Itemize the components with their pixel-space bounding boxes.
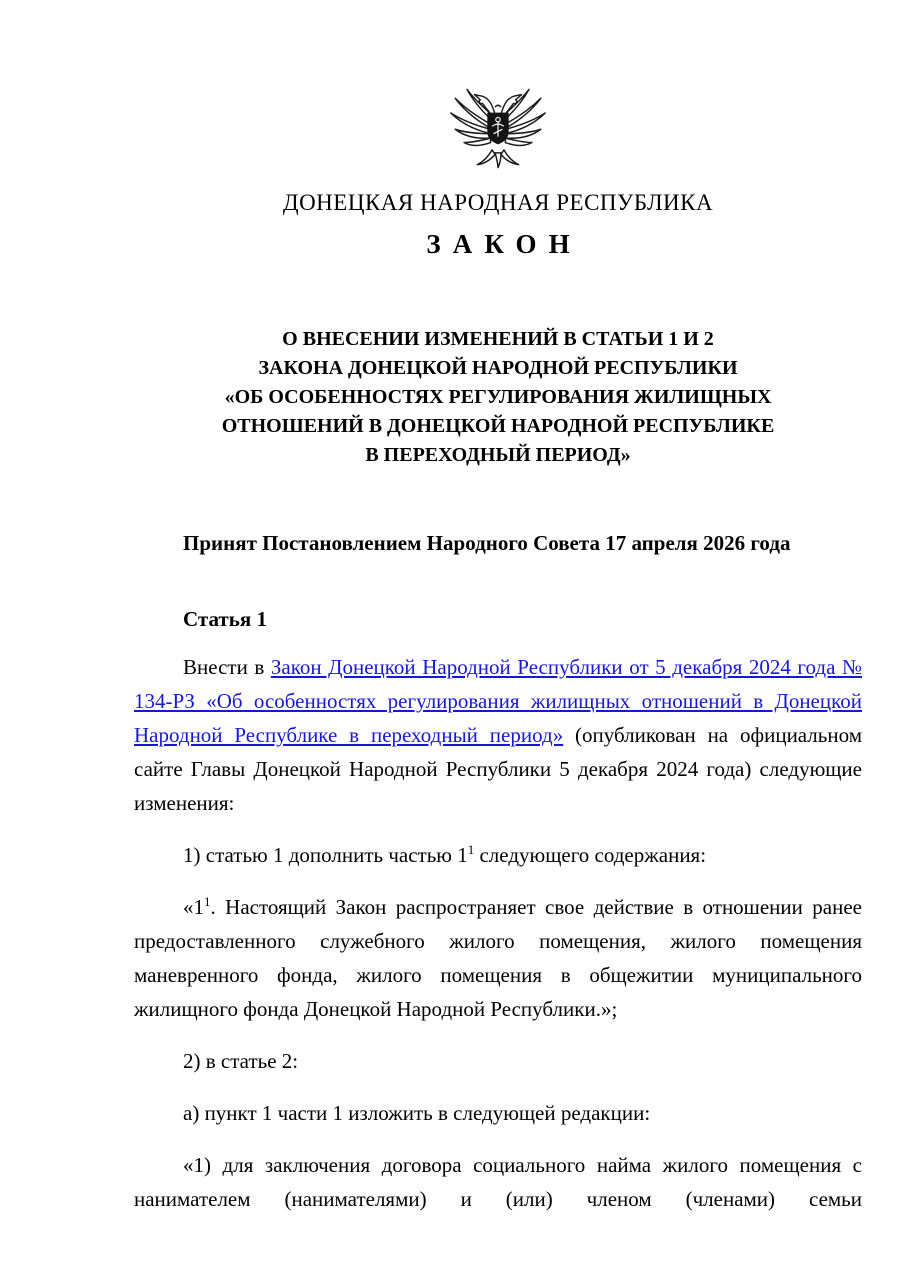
law-title-line: «ОБ ОСОБЕННОСТЯХ РЕГУЛИРОВАНИЯ ЖИЛИЩНЫХ <box>224 386 772 408</box>
document-body <box>134 526 862 1216</box>
amendment-item-2a: а) пункт 1 части 1 изложить в следующей редакции: <box>183 1101 651 1125</box>
amendment-item-1 <box>134 838 862 872</box>
emblem <box>446 85 550 175</box>
republic-name-heading: ДОНЕЦКАЯ НАРОДНАЯ РЕСПУБЛИКА <box>282 190 714 215</box>
law-title-line: ЗАКОНА ДОНЕЦКОЙ НАРОДНОЙ РЕСПУБЛИКИ <box>258 357 738 379</box>
amendment-item-2: 2) в статье 2: <box>183 1049 299 1073</box>
law-title-line: ОТНОШЕНИЙ В ДОНЕЦКОЙ НАРОДНОЙ РЕСПУБЛИКЕ <box>221 415 775 437</box>
item1-superscript: 1 <box>467 842 475 857</box>
double-headed-eagle-icon <box>446 85 550 175</box>
item1-text: 1) статью 1 дополнить частью 1 <box>183 843 468 867</box>
intro-suffix: (опубликован на официальном сайте Главы Донецкой Народной Республики 5 декабря 2024 года) следующие изменения: <box>134 723 862 815</box>
quote1-text-tail: . Настоящий Закон распространяет свое действие в отношении ранее предоставленного служебного жилого помещения, жилого помещения маневренного фонда, жилого помещения в общежитии муниципального жилищного фонда Донецкой Народной Республики.»; <box>134 895 862 1021</box>
document-type-heading: ЗАКОН <box>426 229 582 259</box>
law-title-line: В ПЕРЕХОДНЫЙ ПЕРИОД» <box>365 444 631 466</box>
quote1-superscript: 1 <box>204 894 211 909</box>
intro-prefix: Внести в <box>183 655 271 679</box>
law-title <box>134 325 862 470</box>
law-title-line: О ВНЕСЕНИИ ИЗМЕНЕНИЙ В СТАТЬИ 1 И 2 <box>282 328 714 350</box>
intro-paragraph <box>134 650 862 820</box>
law-hyperlink[interactable]: Закон Донецкой Народной Республики от 5 декабря 2024 года № 134-РЗ «Об особенностях регулирования жилищных отношений в Донецкой Народной Республике в переходный период» <box>134 655 862 747</box>
quote1-text: «1 <box>183 895 204 919</box>
quoted-provision-2: «1) для заключения договора социального найма жилого помещения с нанимателем (нанимателями) и (или) членом (членами) семьи <box>134 1153 862 1211</box>
item1-text-tail: следующего содержания: <box>474 843 707 867</box>
quoted-provision-1 <box>134 890 862 1026</box>
adoption-line: Принят Постановлением Народного Совета 17 апреля 2026 года <box>183 531 791 555</box>
article-1-heading: Статья 1 <box>183 607 267 631</box>
